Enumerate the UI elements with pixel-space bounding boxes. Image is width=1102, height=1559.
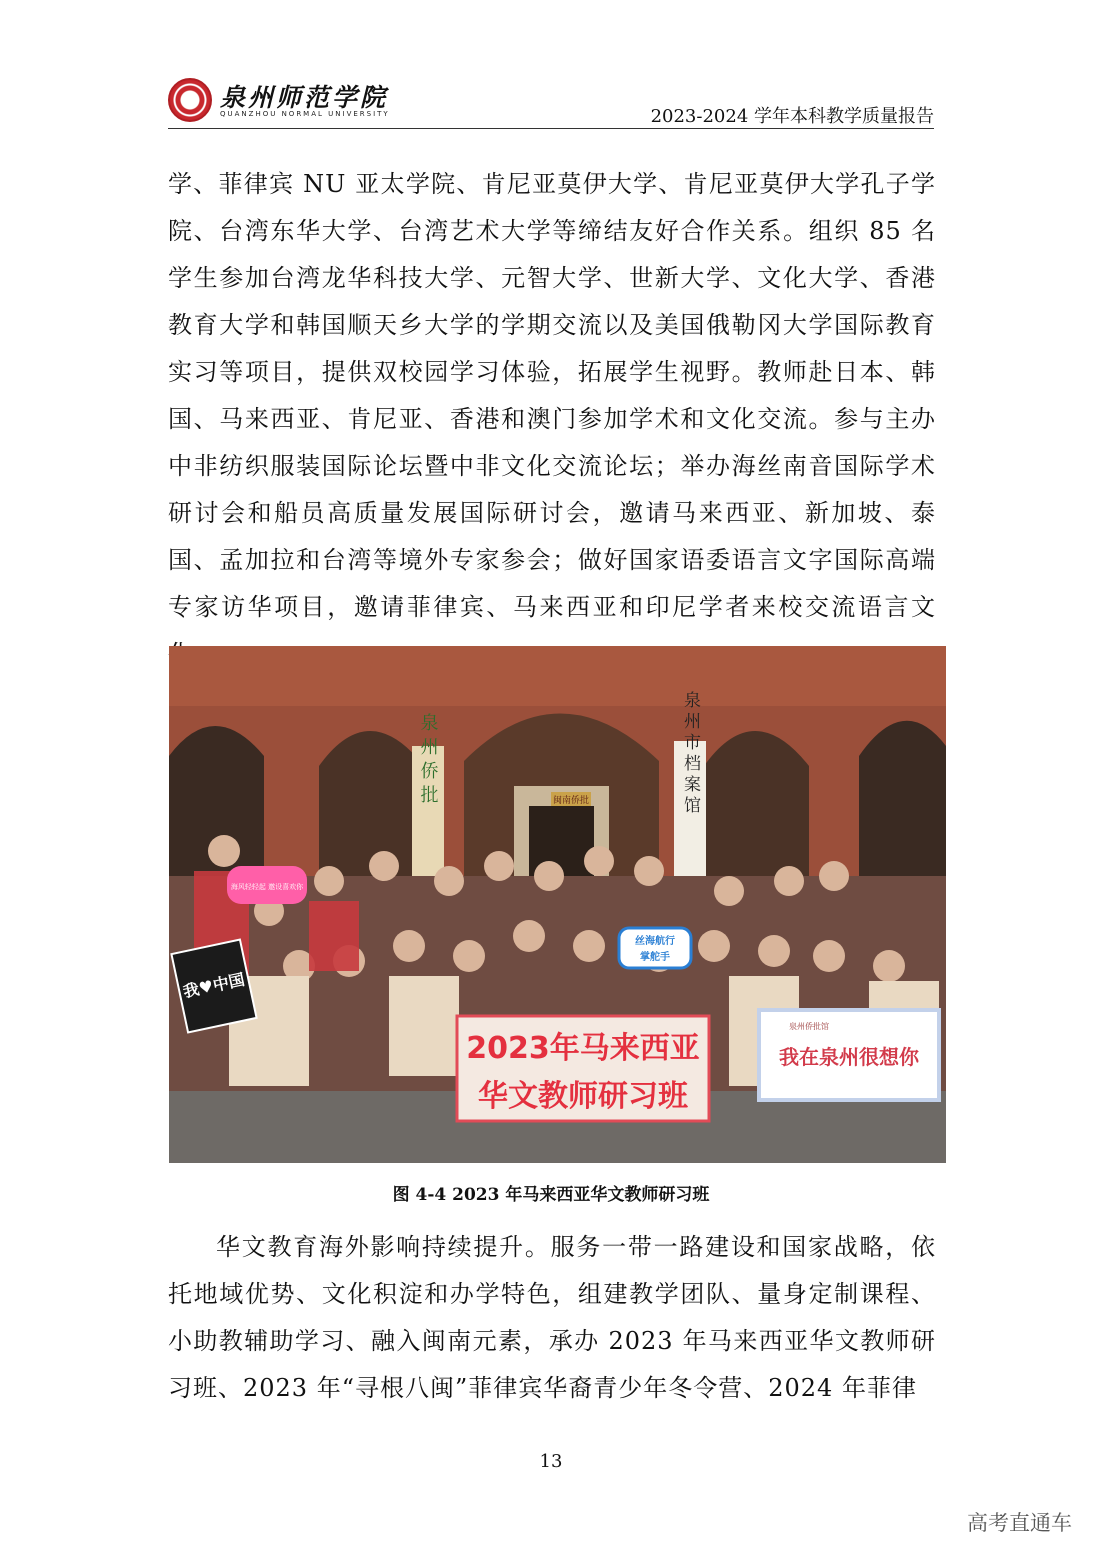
page-number: 13 — [539, 1451, 563, 1472]
sign-blue-2: 掌舵手 — [640, 952, 670, 963]
sign-left: 我♥中国 — [181, 969, 247, 1002]
sign-right: 我在泉州很想你 — [779, 1045, 919, 1069]
banner-line-2: 华文教师研习班 — [478, 1079, 688, 1114]
banner-line-1: 2023年马来西亚 — [466, 1031, 700, 1066]
group-photo — [169, 646, 946, 1163]
body-paragraph-2: 华文教育海外影响持续提升。服务一带一路建设和国家战略，依托地域优势、文化积淀和办学特色，组建教学团队、量身定制课程、小助教辅助学习、融入闽南元素，承办 2023 年马来西亚华文教师研习班、2023 年“寻根八闽”菲律宾华裔青少年冬令营、2024 年菲律 — [168, 1233, 936, 1402]
body-paragraph-1: 学、菲律宾 NU 亚太学院、肯尼亚莫伊大学、肯尼亚莫伊大学孔子学院、台湾东华大学、台湾艺术大学等缔结友好合作关系。组织 85 名学生参加台湾龙华科技大学、元智大学、世新大学、文化大学、香港教育大学和韩国顺天乡大学的学期交流以及美国俄勒冈大学国际教育实习等项目，提供双校园学习体验，拓展学生视野。教师赴日本、韩国、马来西亚、肯尼亚、香港和澳门参加学术和文化交流。参与主办中非纺织服装国际论坛暨中非文化交流论坛；举办海丝南音国际学术研讨会和船员高质量发展国际研讨会，邀请马来西亚、新加坡、泰国、孟加拉和台湾等境外专家参会；做好国家语委语言文字国际高端专家访华项目，邀请菲律宾、马来西亚和印尼学者来校交流语言文 — [168, 170, 936, 621]
watermark: 高考直通车 — [967, 1511, 1072, 1535]
header-rule — [168, 128, 934, 129]
plaque-right: 泉州市档案馆 — [680, 691, 700, 817]
page-header — [168, 70, 934, 130]
report-title: 2023-2024 学年本科教学质量报告 — [650, 106, 934, 127]
university-seal-icon — [168, 78, 212, 122]
sign-right-top: 泉州侨批馆 — [789, 1022, 829, 1031]
sign-blue-1: 丝海航行 — [635, 936, 675, 947]
sign-pink: 海风轻轻起 邀设喜欢你 — [230, 883, 304, 891]
university-name: 泉州师范学院 — [220, 83, 389, 112]
plaque-left: 泉州侨批 — [417, 713, 439, 809]
door-plaque: 闽南侨批 — [552, 796, 590, 806]
university-name-en: QUANZHOU NORMAL UNIVERSITY — [220, 110, 390, 118]
figure-caption: 图 4-4 2023 年马来西亚华文教师研习班 — [392, 1185, 710, 1205]
